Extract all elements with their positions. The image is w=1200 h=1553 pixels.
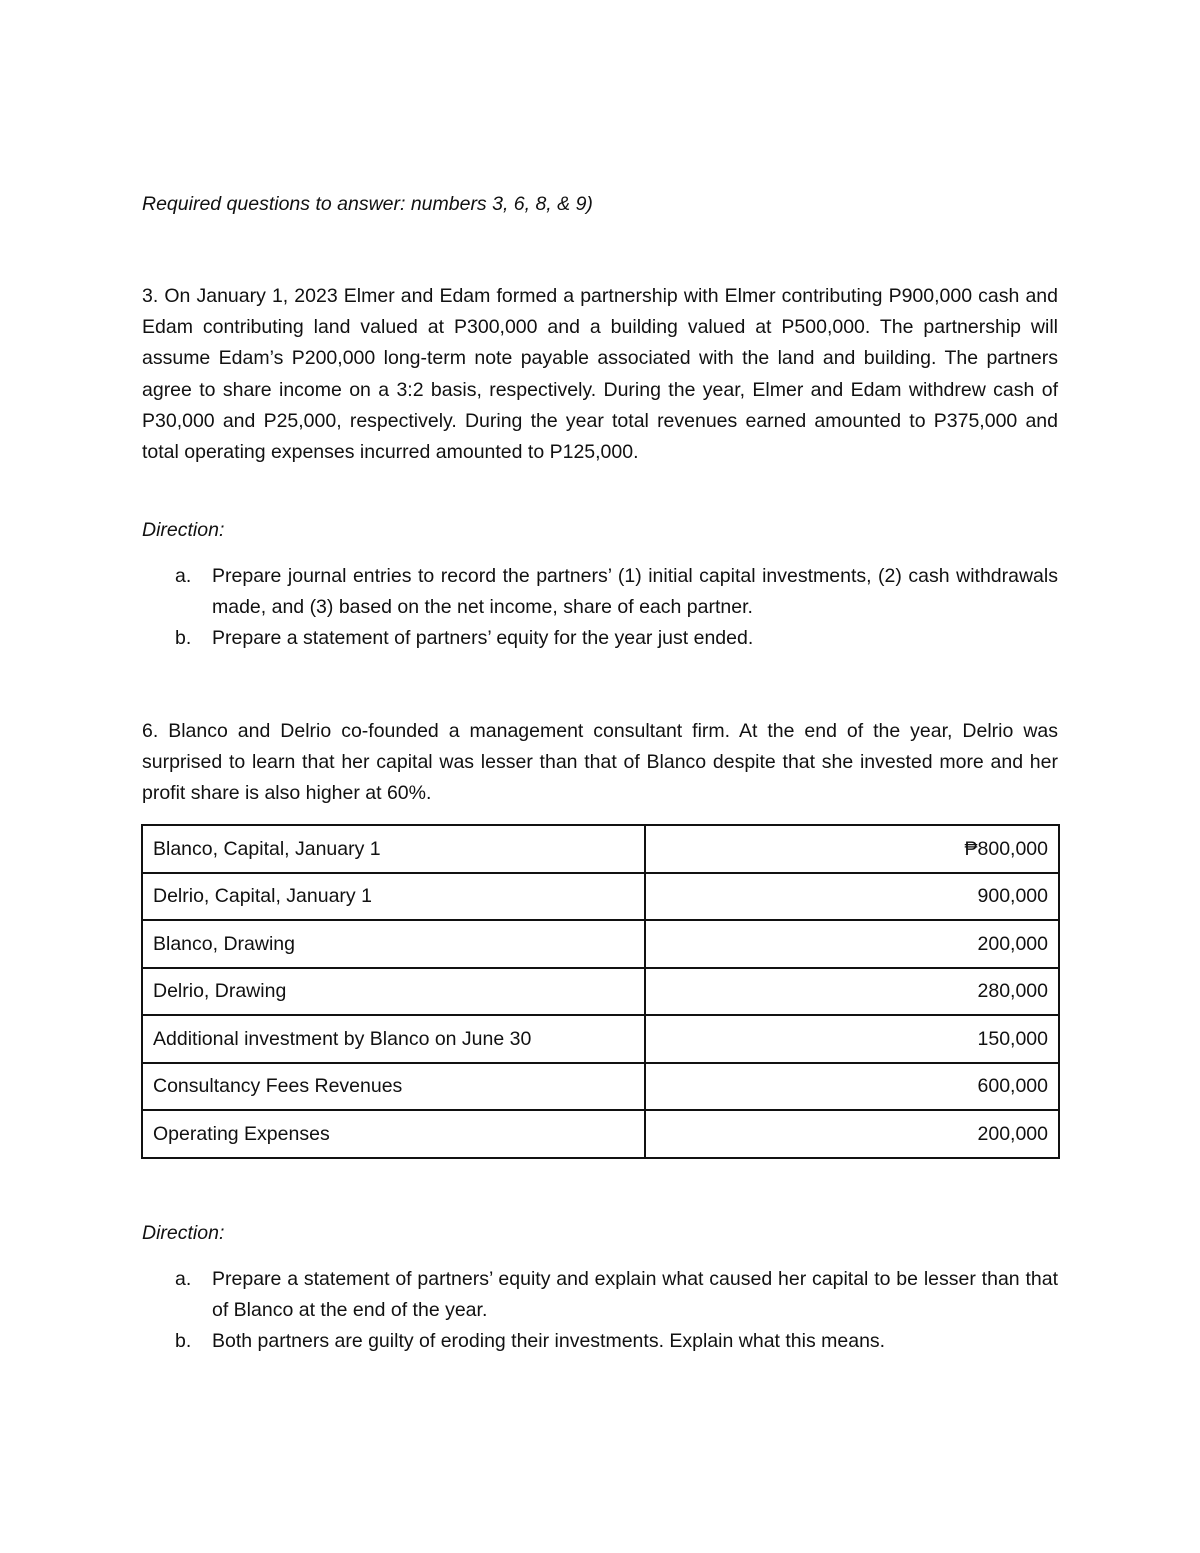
question-6-direction-item [142, 1264, 1058, 1326]
table-cell-amount: 280,000 [645, 968, 1059, 1016]
table-cell-label: Operating Expenses [142, 1110, 645, 1158]
question-6-direction-label: Direction: [142, 1222, 225, 1244]
table-cell-amount: 600,000 [645, 1063, 1059, 1111]
table-cell-label: Blanco, Capital, January 1 [142, 825, 645, 873]
direction-item-text: Prepare journal entries to record the partners’ (1) initial capital investments, (2) cash withdrawals made, and (3) based on the net income, share of each partner. [212, 565, 1058, 618]
direction-item-text: Both partners are guilty of eroding their investments. Explain what this means. [212, 1330, 886, 1352]
list-marker: a. [175, 565, 192, 587]
table-cell-amount: 200,000 [645, 1110, 1059, 1158]
question-3-text: 3. On January 1, 2023 Elmer and Edam formed a partnership with Elmer contributing P900,000 cash and Edam contributing land valued at P300,000 and a building valued at P500,000. The partnership will assume Edam’s P200,000 long-term note payable associated with the land and building. The partners agree to share income on a 3:2 basis, respectively. During the year, Elmer and Edam withdrew cash of P30,000 and P25,000, respectively. During the year total revenues earned amounted to P375,000 and total operating expenses incurred amounted to P125,000. [142, 285, 1058, 464]
direction-item-text: Prepare a statement of partners’ equity and explain what caused her capital to be lesser than that of Blanco at the end of the year. [212, 1268, 1058, 1321]
question-3-direction-label: Direction: [142, 519, 225, 541]
direction-item-text: Prepare a statement of partners’ equity for the year just ended. [212, 627, 754, 649]
list-marker: a. [175, 1268, 192, 1290]
question-6-direction-item [142, 1326, 1058, 1357]
table-row [142, 825, 1059, 873]
table-cell-label: Consultancy Fees Revenues [142, 1063, 645, 1111]
required-questions-note: Required questions to answer: numbers 3, 6, 8, & 9) [142, 193, 593, 215]
table-row [142, 1110, 1059, 1158]
question-3-direction-item [142, 623, 1058, 654]
list-marker: b. [175, 627, 192, 649]
table-cell-label: Delrio, Drawing [142, 968, 645, 1016]
question-3-directions-list [142, 561, 1058, 654]
table-row [142, 1015, 1059, 1063]
table-cell-amount: 900,000 [645, 873, 1059, 921]
list-marker: b. [175, 1330, 192, 1352]
question-6-text: 6. Blanco and Delrio co-founded a management consultant firm. At the end of the year, Delrio was surprised to learn that her capital was lesser than that of Blanco despite that she invested more and her profit share is also higher at 60%. [142, 720, 1058, 805]
table-cell-label: Delrio, Capital, January 1 [142, 873, 645, 921]
table-row [142, 920, 1059, 968]
question-3-direction-item [142, 561, 1058, 623]
table-row [142, 1063, 1059, 1111]
table-row [142, 873, 1059, 921]
table-cell-amount: 200,000 [645, 920, 1059, 968]
table-cell-label: Additional investment by Blanco on June 30 [142, 1015, 645, 1063]
table-row [142, 968, 1059, 1016]
table-cell-label: Blanco, Drawing [142, 920, 645, 968]
question-6-directions-list [142, 1264, 1058, 1357]
table-cell-amount: 150,000 [645, 1015, 1059, 1063]
question-6-data-table [141, 824, 1060, 1159]
table-cell-amount: ₱800,000 [645, 825, 1059, 873]
